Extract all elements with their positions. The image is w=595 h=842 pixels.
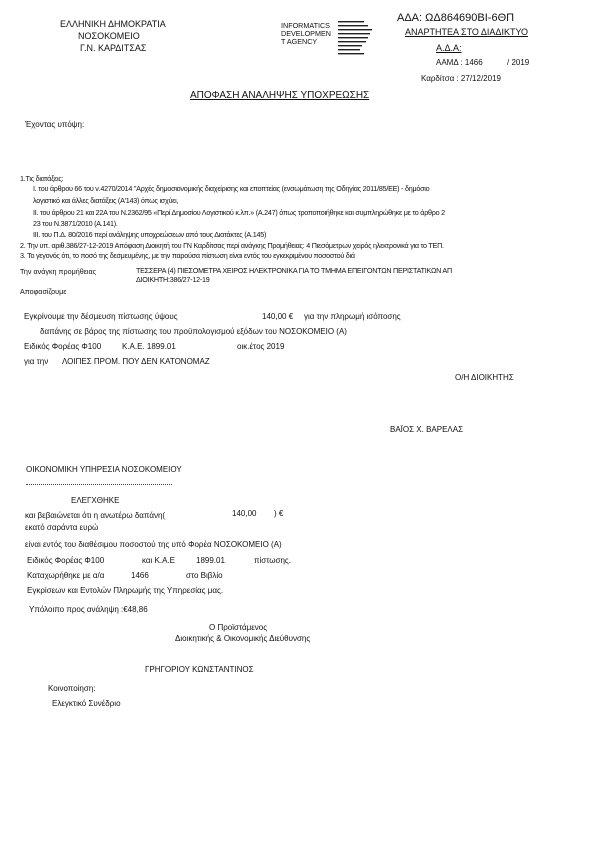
certify-currency: ) €: [274, 509, 284, 518]
fin-carrier: Ειδικός Φορέας Φ100: [27, 556, 105, 565]
provision-ii: ΙΙ. του άρθρου 21 και 22Α του Ν.2362/95 «Περί Δημοσίου Λογιστικού κ.λπ.» (Α.247) όπως τροποποιήθηκε και συμπληρώθηκε με το άρθρο 2: [33, 208, 445, 217]
org-hospital: ΝΟΣΟΚΟΜΕΙΟ: [78, 31, 140, 41]
post-online-notice: ΑΝΑΡΤΗΤΕΑ ΣΤΟ ΔΙΑΔΙΚΤΥΟ: [405, 27, 528, 37]
head-title: Ο Προϊστάμενος: [209, 623, 268, 632]
certify-line: και βεβαιώνεται ότι η ανωτέρω δαπάνη(: [25, 511, 166, 520]
dotted-divider: [26, 484, 172, 485]
head-department: Διοικητικής & Οικονομικής Διεύθυνσης: [175, 634, 311, 643]
kae-description: ΛΟΙΠΕΣ ΠΡΟΜ. ΠΟΥ ΔΕΝ ΚΑΤΟΝΟΜΑΖ: [62, 357, 210, 366]
provision-i-cont: λογιστικό και άλλες διατάξεις (Α'143) όπως ισχύει,: [33, 196, 179, 205]
logo-small-print-icon: [338, 20, 380, 58]
registered-label: Καταχωρήθηκε με α/α: [27, 571, 105, 580]
approved-amount: 140,00 €: [262, 312, 294, 321]
signatory-title: Ο/Η ΔΙΟΙΚΗΤΗΣ: [455, 373, 514, 382]
notify-recipient: Ελεγκτικό Συνέδριο: [52, 699, 121, 708]
checked-label: ΕΛΕΓΧΘΗΚΕ: [71, 496, 120, 505]
remaining-balance: Υπόλοιπο προς ανάληψη :€48,86: [29, 605, 148, 614]
expense-line: δαπάνης σε βάρος της πίστωσης του προϋπολογισμού εξόδων του ΝΟΣΟΚΟΜΕΙΟ (Α): [40, 327, 347, 336]
special-carrier: Ειδικός Φορέας Φ100: [24, 342, 102, 351]
head-name: ΓΡΗΓΟΡΙΟΥ ΚΩΝΣΤΑΝΤΙΝΟΣ: [145, 665, 254, 674]
item-3: 3. Το γεγονός ότι, το ποσό της δεσμευμένης, με την παρούσα πίστωση είναι εντός του εγκεκριμένου ποσοστού διά: [20, 251, 355, 260]
ada-code: ΑΔΑ: ΩΔ864690ΒΙ-6ΘΠ: [397, 12, 515, 24]
approve-line: Εγκρίνουμε την δέσμευση πίστωσης ύψους: [24, 312, 178, 321]
amount-words: εκατό σαράντα ευρώ: [25, 523, 99, 532]
decide-label: Αποφασίζουμε: [20, 287, 67, 296]
provision-ii-cont: 23 του Ν.3871/2010 (Α.141).: [33, 219, 118, 228]
logo-development: DEVELOPMEN: [281, 29, 331, 38]
kae-code: Κ.Α.Ε. 1899.01: [122, 342, 176, 351]
fin-kae-label: και Κ.Α.Ε: [142, 556, 175, 565]
orders-line: Εγκρίσεων και Εντολών Πληρωμής της Υπηρεσίας μας.: [27, 586, 224, 595]
provision-i: Ι. του άρθρου 66 του ν.4270/2014 "Αρχές δημοσιονομικής διαχείρισης και εποπτείας (ενσωμάτωση της Οδηγίας 2011/85/ΕΕ) - δημόσιο: [33, 184, 430, 193]
financial-heading: ΟΙΚΟΝΟΜΙΚΗ ΥΠΗΡΕΣΙΑ ΝΟΣΟΚΟΜΕΙΟΥ: [26, 465, 182, 474]
registration-number: 1466: [131, 571, 149, 580]
for-the-label: για την: [24, 357, 49, 366]
approve-tail: για την πληρωμή ισόποσης: [304, 312, 401, 321]
need-label: Την ανάγκη προμήθειας: [20, 267, 97, 276]
logo-informatics: INFORMATICS: [281, 21, 330, 30]
aamd-year: / 2019: [507, 58, 530, 67]
fin-credit: πίστωσης.: [254, 556, 291, 565]
notify-label: Κοινοποίηση:: [48, 684, 96, 693]
ada-label: Α.Δ.Α:: [436, 43, 462, 53]
page-title: ΑΠΟΦΑΣΗ ΑΝΑΛΗΨΗΣ ΥΠΟΧΡΕΩΣΗΣ: [190, 90, 370, 101]
need-text: ΤΕΣΣΕΡΑ (4) ΠΙΕΣΟΜΕΤΡΑ ΧΕΙΡΟΣ ΗΛΕΚΤΡΟΝΙΚΑ ΓΙΑ ΤΟ ΤΜΗΜΑ ΕΠΕΙΓΟΝΤΩΝ ΠΕΡΙΣΤΑΤΙΚΩΝ ΑΠ: [136, 266, 452, 275]
item-2: 2. Την υπ. αριθ.386/27-12-2019 Απόφαση Διοικητή του ΓΝ Καρδίτσας περί ανάγκης Προμήθειας: 4 Πιεσόμετρων χειρός ηλεκτρονικά για το ΤΕΠ.: [20, 241, 444, 250]
org-city: Γ.Ν. ΚΑΡΔΙΤΣΑΣ: [80, 43, 147, 53]
logo-agency: T AGENCY: [281, 37, 318, 46]
org-republic: ΕΛΛΗΝΙΚΗ ΔΗΜΟΚΡΑΤΙΑ: [60, 19, 166, 29]
fin-kae-value: 1899.01: [196, 556, 225, 565]
book-label: στο Βιβλίο: [186, 571, 223, 580]
aamd-number: ΑΑΜΔ : 1466: [436, 58, 483, 67]
considering-label: Έχοντας υπόψη:: [25, 120, 85, 129]
signatory-name: ΒΑΪΟΣ Χ. ΒΑΡΕΛΑΣ: [390, 425, 464, 434]
certify-amount: 140,00: [232, 509, 257, 518]
need-ref: ΔΙΟΙΚΗΤΗ:386/27-12-19: [136, 275, 210, 284]
provisions-heading: 1.Τις διατάξεις:: [20, 174, 64, 183]
fiscal-year: οικ.έτος 2019: [237, 342, 285, 351]
provision-iii: ΙΙΙ. του Π.Δ. 80/2016 περί ανάληψης υποχρεώσεων από τους Διατάκτες (Α.145): [33, 230, 267, 239]
within-budget: είναι εντός του διαθέσιμου ποσοστού της υπό Φορέα ΝΟΣΟΚΟΜΕΙΟ (Α): [25, 540, 282, 549]
decision-date: Καρδίτσα : 27/12/2019: [421, 74, 501, 83]
